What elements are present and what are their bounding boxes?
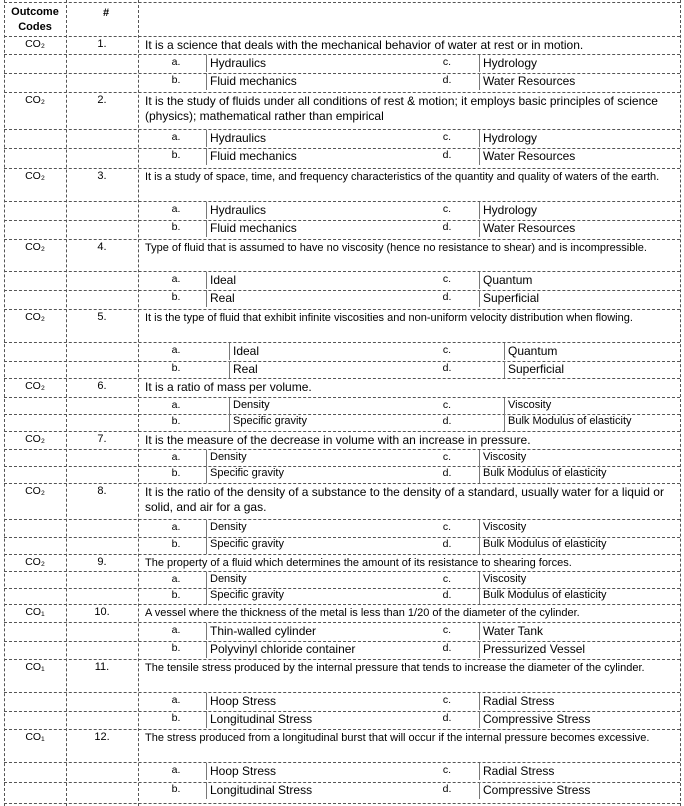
option-separator	[229, 361, 230, 378]
number-header: #	[102, 7, 110, 19]
option-label-b: b.	[171, 642, 181, 654]
option-label-c: c.	[442, 521, 452, 533]
option-label-c: c.	[442, 451, 452, 463]
option-c-text[interactable]: Hydrology	[483, 131, 538, 145]
option-d-text[interactable]: Superficial	[508, 362, 565, 376]
option-separator	[504, 398, 505, 415]
option-separator	[479, 763, 480, 780]
option-label-a: a.	[171, 273, 181, 285]
option-label-c: c.	[442, 399, 452, 411]
option-d-text[interactable]: Water Resources	[483, 221, 576, 235]
option-divider	[4, 361, 680, 362]
question-number: 3.	[97, 170, 107, 182]
outcome-codes-header: Outcome Codes	[11, 6, 59, 33]
option-a-text[interactable]: Thin-walled cylinder	[210, 624, 317, 638]
option-c-text[interactable]: Viscosity	[483, 521, 527, 533]
outcome-code: CO₁	[25, 661, 45, 673]
option-label-d: d.	[442, 415, 452, 427]
option-label-c: c.	[442, 624, 452, 636]
option-c-text[interactable]: Viscosity	[483, 573, 527, 585]
question-number: 4.	[97, 241, 107, 253]
option-d-text[interactable]: Pressurized Vessel	[483, 642, 586, 656]
option-separator	[206, 450, 207, 467]
option-separator	[479, 290, 480, 307]
option-label-d: d.	[442, 642, 452, 654]
option-separator	[479, 130, 480, 147]
option-separator	[206, 73, 207, 90]
outcome-code: CO₂	[25, 433, 45, 445]
option-d-text[interactable]: Bulk Modulus of elasticity	[483, 467, 607, 479]
option-b-text[interactable]: Fluid mechanics	[210, 149, 297, 163]
question-text: A vessel where the thickness of the metal is less than 1/20 of the diameter of the cylinder.	[145, 607, 580, 619]
question-number: 2.	[97, 94, 107, 106]
question-text-divider	[4, 622, 680, 623]
option-label-d: d.	[442, 712, 452, 724]
question-text-divider	[4, 201, 680, 202]
option-separator	[206, 220, 207, 237]
question-text: It is the measure of the decrease in volume with an increase in pressure.	[145, 433, 531, 447]
question-text: The tensile stress produced by the internal pressure that tends to increase the diameter of the cylinder.	[145, 662, 645, 674]
option-label-b: b.	[171, 712, 181, 724]
option-b-text[interactable]: Specific gravity	[210, 538, 284, 550]
option-c-text[interactable]: Radial Stress	[483, 694, 555, 708]
question-number: 10.	[94, 606, 110, 618]
option-separator	[206, 763, 207, 780]
option-c-text[interactable]: Hydrology	[483, 56, 538, 70]
option-b-text[interactable]: Longitudinal Stress	[210, 783, 313, 797]
option-a-text[interactable]: Hoop Stress	[210, 764, 277, 778]
row-divider	[4, 483, 680, 484]
option-label-c: c.	[442, 273, 452, 285]
option-c-text[interactable]: Water Tank	[483, 624, 544, 638]
option-divider	[4, 220, 680, 221]
option-b-text[interactable]: Specific gravity	[210, 467, 284, 479]
option-label-a: a.	[171, 624, 181, 636]
option-c-text[interactable]: Hydrology	[483, 203, 538, 217]
question-number: 8.	[97, 485, 107, 497]
question-text-divider	[4, 571, 680, 572]
table-left-border	[4, 0, 5, 806]
option-label-c: c.	[442, 344, 452, 356]
question-text-divider	[4, 54, 680, 55]
option-label-b: b.	[171, 362, 181, 374]
option-c-text[interactable]: Radial Stress	[483, 764, 555, 778]
option-divider	[4, 73, 680, 74]
table-header	[4, 2, 680, 37]
option-label-b: b.	[171, 291, 181, 303]
option-label-a: a.	[171, 203, 181, 215]
option-label-c: c.	[442, 573, 452, 585]
option-separator	[479, 623, 480, 640]
question-text-divider	[4, 519, 680, 520]
option-separator	[479, 520, 480, 537]
question-text: It is the ratio of the density of a substance to the density of a standard, usually water for a liquid or solid, and air for a gas.	[145, 485, 664, 514]
option-c-text[interactable]: Quantum	[508, 344, 558, 358]
option-label-a: a.	[171, 694, 181, 706]
option-d-text[interactable]: Water Resources	[483, 149, 576, 163]
option-b-text[interactable]: Fluid mechanics	[210, 221, 297, 235]
option-d-text[interactable]: Superficial	[483, 291, 540, 305]
option-c-text[interactable]: Viscosity	[508, 399, 552, 411]
option-b-text[interactable]: Polyvinyl chloride container	[210, 642, 356, 656]
option-label-a: a.	[171, 131, 181, 143]
option-separator	[479, 450, 480, 467]
option-divider	[4, 290, 680, 291]
row-divider	[4, 239, 680, 240]
outcome-code: CO₂	[25, 38, 45, 50]
option-label-d: d.	[442, 589, 452, 601]
option-separator	[206, 148, 207, 165]
question-text-divider	[4, 762, 680, 763]
question-text-divider	[4, 271, 680, 272]
option-label-b: b.	[171, 783, 181, 795]
option-d-text[interactable]: Bulk Modulus of elasticity	[483, 538, 607, 550]
option-label-d: d.	[442, 221, 452, 233]
option-label-d: d.	[442, 783, 452, 795]
option-label-d: d.	[442, 362, 452, 374]
row-divider	[4, 554, 680, 555]
option-separator	[229, 343, 230, 360]
option-separator	[479, 588, 480, 605]
question-text-divider	[4, 692, 680, 693]
option-c-text[interactable]: Quantum	[483, 273, 533, 287]
option-label-c: c.	[442, 131, 452, 143]
row-divider	[4, 168, 680, 169]
question-number: 6.	[97, 380, 107, 392]
option-d-text[interactable]: Compressive Stress	[483, 783, 591, 797]
outcome-code: CO₂	[25, 556, 45, 568]
option-separator	[206, 272, 207, 289]
option-label-c: c.	[442, 764, 452, 776]
question-text: It is the type of fluid that exhibit infinite viscosities and non-uniform velocity distribution when flowing.	[145, 312, 633, 324]
row-divider	[4, 604, 680, 605]
option-separator	[479, 782, 480, 799]
option-separator	[479, 202, 480, 219]
option-label-d: d.	[442, 467, 452, 479]
question-text-divider	[4, 129, 680, 130]
option-separator	[479, 73, 480, 90]
option-a-text[interactable]: Hydraulics	[210, 131, 267, 145]
option-a-text[interactable]: Hoop Stress	[210, 694, 277, 708]
option-separator	[206, 537, 207, 554]
option-a-text[interactable]: Density	[210, 573, 247, 585]
option-separator	[206, 641, 207, 658]
question-number: 9.	[97, 556, 107, 568]
question-text-divider	[4, 449, 680, 450]
option-b-text[interactable]: Fluid mechanics	[210, 74, 297, 88]
question-text: Type of fluid that is assumed to have no viscosity (hence no resistance to shear) and is incompressible.	[145, 242, 647, 254]
question-text: It is a ratio of mass per volume.	[145, 380, 312, 394]
question-text: The stress produced from a longitudinal burst that will occur if the internal pressure becomes excessive.	[145, 732, 650, 744]
option-separator	[206, 466, 207, 483]
question-text: It is a science that deals with the mechanical behavior of water at rest or in motion.	[145, 38, 584, 52]
option-label-a: a.	[171, 573, 181, 585]
outcome-code: CO₂	[25, 485, 45, 497]
option-d-text[interactable]: Bulk Modulus of elasticity	[483, 589, 607, 601]
row-divider	[4, 309, 680, 310]
option-label-c: c.	[442, 56, 452, 68]
option-b-text[interactable]: Longitudinal Stress	[210, 712, 313, 726]
option-label-a: a.	[171, 764, 181, 776]
outcome-code: CO₂	[25, 94, 45, 106]
question-text-divider	[4, 397, 680, 398]
option-b-text[interactable]: Specific gravity	[233, 415, 307, 427]
option-divider	[4, 148, 680, 149]
option-a-text[interactable]: Density	[210, 451, 247, 463]
option-separator	[479, 693, 480, 710]
row-divider	[4, 431, 680, 432]
option-d-text[interactable]: Water Resources	[483, 74, 576, 88]
outcome-code: CO₁	[25, 606, 45, 618]
option-label-b: b.	[171, 221, 181, 233]
option-separator	[479, 220, 480, 237]
option-label-b: b.	[171, 538, 181, 550]
option-separator	[229, 398, 230, 415]
option-a-text[interactable]: Ideal	[233, 344, 260, 358]
option-b-text[interactable]: Real	[210, 291, 235, 305]
option-label-b: b.	[171, 74, 181, 86]
option-separator	[206, 711, 207, 728]
option-d-text[interactable]: Bulk Modulus of elasticity	[508, 415, 632, 427]
outcome-code: CO₂	[25, 241, 45, 253]
question-text: It is the study of fluids under all conditions of rest & motion; it employs basic principles of science (physics); mathematical rather than empirical	[145, 94, 658, 123]
outcome-code: CO₂	[25, 311, 45, 323]
outcome-code: CO₁	[25, 731, 45, 743]
option-label-b: b.	[171, 467, 181, 479]
option-separator	[206, 520, 207, 537]
question-number: 7.	[97, 433, 107, 445]
option-a-text[interactable]: Hydraulics	[210, 56, 267, 70]
option-label-c: c.	[442, 694, 452, 706]
option-label-d: d.	[442, 149, 452, 161]
question-number: 1.	[97, 38, 107, 50]
option-b-text[interactable]: Real	[233, 362, 258, 376]
table-right-border	[680, 0, 681, 806]
option-separator	[479, 272, 480, 289]
option-label-a: a.	[171, 56, 181, 68]
option-separator	[479, 572, 480, 589]
option-separator	[479, 55, 480, 72]
option-separator	[229, 414, 230, 431]
question-number: 5.	[97, 311, 107, 323]
option-separator	[479, 537, 480, 554]
option-a-text[interactable]: Density	[210, 521, 247, 533]
option-separator	[504, 343, 505, 360]
question-number: 11.	[94, 661, 110, 673]
option-label-a: a.	[171, 521, 181, 533]
option-b-text[interactable]: Specific gravity	[210, 589, 284, 601]
option-separator	[504, 361, 505, 378]
option-separator	[479, 148, 480, 165]
outcome-code: CO₂	[25, 170, 45, 182]
option-a-text[interactable]: Ideal	[210, 273, 237, 287]
row-divider	[4, 378, 680, 379]
option-label-a: a.	[171, 451, 181, 463]
option-label-d: d.	[442, 74, 452, 86]
row-divider	[4, 92, 680, 93]
column-divider-codes	[66, 0, 67, 806]
option-separator	[206, 693, 207, 710]
question-text: It is a study of space, time, and frequency characteristics of the quantity and quality of waters of the earth.	[145, 171, 660, 183]
option-label-d: d.	[442, 538, 452, 550]
option-separator	[479, 641, 480, 658]
option-label-b: b.	[171, 589, 181, 601]
option-label-b: b.	[171, 415, 181, 427]
option-label-a: a.	[171, 399, 181, 411]
option-separator	[206, 572, 207, 589]
option-separator	[206, 202, 207, 219]
outcome-code: CO₂	[25, 380, 45, 392]
option-separator	[479, 466, 480, 483]
option-separator	[206, 290, 207, 307]
option-separator	[206, 55, 207, 72]
column-divider-num	[138, 0, 139, 806]
option-separator	[206, 130, 207, 147]
option-a-text[interactable]: Hydraulics	[210, 203, 267, 217]
table-bottom-border	[4, 803, 680, 804]
row-divider	[4, 659, 680, 660]
option-c-text[interactable]: Viscosity	[483, 451, 527, 463]
row-divider	[4, 729, 680, 730]
option-label-c: c.	[442, 203, 452, 215]
question-text: The property of a fluid which determines the amount of its resistance to shearing forces.	[145, 557, 572, 569]
option-separator	[504, 414, 505, 431]
option-label-b: b.	[171, 149, 181, 161]
option-separator	[206, 782, 207, 799]
option-label-d: d.	[442, 291, 452, 303]
option-separator	[206, 623, 207, 640]
option-a-text[interactable]: Density	[233, 399, 270, 411]
option-separator	[206, 588, 207, 605]
option-label-a: a.	[171, 344, 181, 356]
question-number: 12.	[94, 731, 110, 743]
question-text-divider	[4, 342, 680, 343]
option-d-text[interactable]: Compressive Stress	[483, 712, 591, 726]
option-separator	[479, 711, 480, 728]
